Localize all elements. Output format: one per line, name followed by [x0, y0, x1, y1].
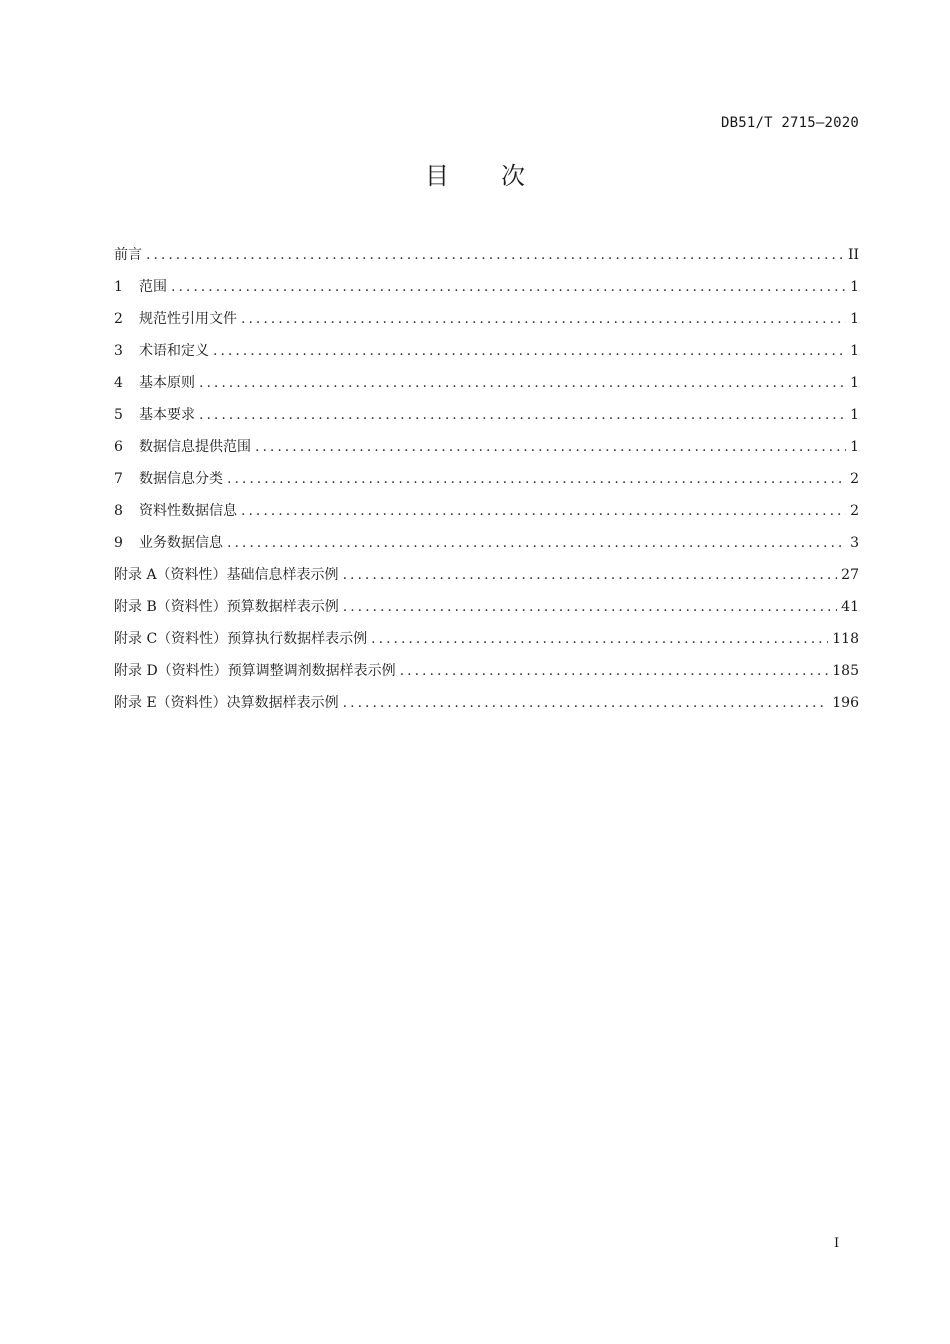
toc-entry[interactable]	[114, 628, 859, 660]
toc-dot-leader	[146, 247, 844, 263]
toc-entry-page-number: 27	[841, 567, 859, 583]
table-of-contents	[114, 244, 859, 724]
toc-entry-title: 决算数据样表示例	[226, 695, 339, 711]
toc-entry-number: 8	[114, 503, 123, 519]
toc-dot-leader	[343, 567, 838, 583]
toc-entry-title: 资料性数据信息	[139, 503, 237, 519]
toc-dot-leader	[400, 663, 829, 679]
toc-entry-page-number: 2	[850, 471, 859, 487]
toc-entry[interactable]	[114, 244, 859, 276]
toc-entry-page-number: 1	[850, 343, 859, 359]
toc-entry-title: 预算调整调剂数据样表示例	[227, 663, 396, 679]
toc-dot-leader	[343, 599, 837, 615]
toc-dot-leader	[199, 375, 846, 391]
toc-dot-leader	[343, 695, 829, 711]
toc-entry-title: 数据信息提供范围	[139, 439, 251, 455]
toc-entry-page-number: 118	[832, 631, 859, 647]
toc-entry[interactable]	[114, 468, 859, 500]
toc-entry-page-number: 185	[832, 663, 859, 679]
toc-dot-leader	[227, 535, 846, 551]
toc-entry-page-number: 1	[850, 439, 859, 455]
toc-entry-title: 基本原则	[139, 375, 195, 391]
toc-entry-title: 范围	[139, 279, 167, 295]
document-code: DB51/T 2715—2020	[720, 115, 859, 131]
toc-entry-page-number: 1	[850, 279, 859, 295]
toc-dot-leader	[241, 503, 846, 519]
toc-entry-appendix-label: 附录 A（资料性）	[114, 567, 227, 583]
toc-dot-leader	[213, 343, 846, 359]
toc-entry-title: 基础信息样表示例	[226, 567, 339, 583]
toc-entry-number: 5	[114, 407, 123, 423]
toc-entry[interactable]	[114, 532, 859, 564]
toc-entry[interactable]	[114, 308, 859, 340]
toc-entry-title: 前言	[114, 247, 142, 263]
toc-entry-appendix-label: 附录 C（资料性）	[114, 631, 228, 647]
toc-entry-title: 预算执行数据样表示例	[227, 631, 368, 647]
toc-entry-appendix-label: 附录 E（资料性）	[114, 695, 227, 711]
toc-entry-number: 6	[114, 439, 123, 455]
toc-entry-number: 4	[114, 375, 123, 391]
toc-entry-appendix-label: 附录 D（资料性）	[114, 663, 228, 679]
toc-entry-title: 规范性引用文件	[139, 311, 237, 327]
toc-dot-leader	[199, 407, 846, 423]
toc-entry-number: 3	[114, 343, 123, 359]
toc-title: 目次	[425, 162, 577, 190]
toc-dot-leader	[371, 631, 828, 647]
toc-entry-title: 基本要求	[139, 407, 195, 423]
toc-entry-title: 数据信息分类	[139, 471, 223, 487]
toc-entry-appendix-label: 附录 B（资料性）	[114, 599, 227, 615]
toc-entry[interactable]	[114, 596, 859, 628]
toc-entry[interactable]	[114, 436, 859, 468]
toc-entry-page-number: 41	[841, 599, 859, 615]
page-number: I	[834, 1236, 840, 1251]
toc-entry[interactable]	[114, 340, 859, 372]
toc-entry-number: 2	[114, 311, 123, 327]
toc-dot-leader	[227, 471, 846, 487]
toc-entry-page-number: II	[847, 247, 859, 263]
toc-entry-number: 9	[114, 535, 123, 551]
toc-entry-page-number: 1	[850, 375, 859, 391]
toc-entry-page-number: 3	[850, 535, 859, 551]
toc-entry[interactable]	[114, 692, 859, 724]
toc-entry[interactable]	[114, 276, 859, 308]
toc-entry-title: 术语和定义	[139, 343, 209, 359]
toc-entry-page-number: 1	[850, 407, 859, 423]
toc-entry[interactable]	[114, 500, 859, 532]
toc-entry[interactable]	[114, 372, 859, 404]
toc-entry-title: 业务数据信息	[139, 535, 223, 551]
toc-entry[interactable]	[114, 564, 859, 596]
toc-dot-leader	[255, 439, 846, 455]
toc-entry-title: 预算数据样表示例	[226, 599, 339, 615]
toc-entry-page-number: 1	[850, 311, 859, 327]
toc-entry-number: 1	[114, 279, 123, 295]
toc-dot-leader	[241, 311, 846, 327]
toc-entry[interactable]	[114, 660, 859, 692]
toc-entry-number: 7	[114, 471, 123, 487]
toc-entry[interactable]	[114, 404, 859, 436]
toc-entry-page-number: 196	[832, 695, 859, 711]
toc-dot-leader	[171, 279, 846, 295]
toc-entry-page-number: 2	[850, 503, 859, 519]
